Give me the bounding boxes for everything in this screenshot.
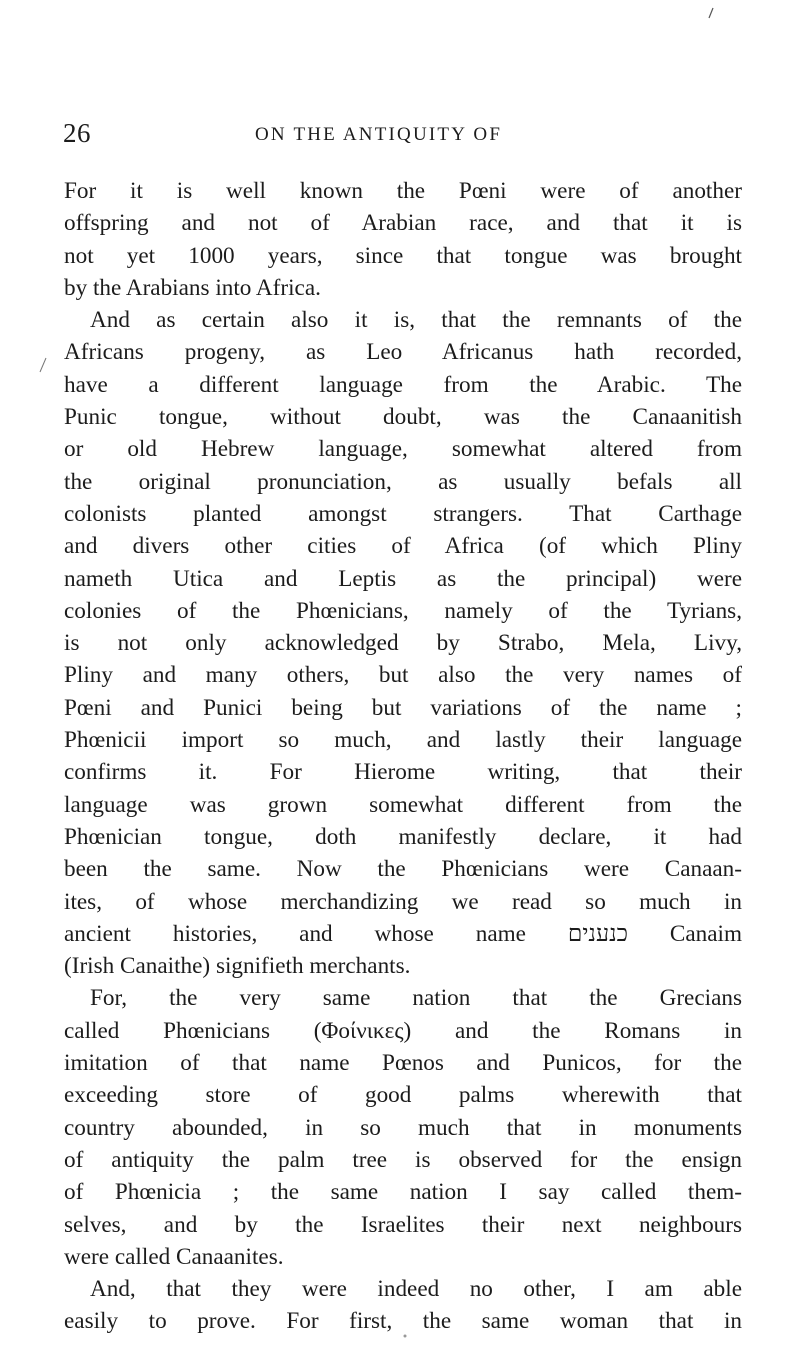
text-line: selves, and by the Israelites their next neighbours (64, 1211, 742, 1238)
scan-mark (40, 358, 46, 372)
text-line: the original pronunciation, as usually befals all (64, 468, 742, 495)
text-line: were called Canaanites. (64, 1243, 284, 1270)
text-line: And, that they were indeed no other, I am able (90, 1276, 742, 1303)
text-line: language was grown somewhat different from the (64, 791, 742, 818)
text-line: called Phœnicians (Φοίνικες) and the Romans in (64, 1017, 742, 1044)
text-line: not yet 1000 years, since that tongue was brought (64, 242, 742, 269)
text-line: colonies of the Phœnicians, namely of the Tyrians, (64, 597, 742, 624)
text-line: Phœnician tongue, doth manifestly declare, it had (64, 823, 742, 850)
text-line: confirms it. For Hierome writing, that their (64, 759, 742, 786)
text-line: For, the very same nation that the Grecians (90, 985, 742, 1012)
page-header (0, 118, 800, 158)
text-line: Pœni and Punici being but variations of the name ; (64, 694, 742, 721)
text-line: of antiquity the palm tree is observed for the ensign (64, 1146, 742, 1173)
text-line: have a different language from the Arabic. The (64, 371, 742, 398)
text-line: Pliny and many others, but also the very names of (64, 662, 742, 689)
text-line: imitation of that name Pœnos and Punicos, for the (64, 1050, 742, 1077)
text-line: offspring and not of Arabian race, and that it is (64, 210, 742, 237)
scan-mark (709, 8, 713, 18)
text-line: Africans progeny, as Leo Africanus hath recorded, (64, 339, 742, 366)
text-line: by the Arabians into Africa. (64, 274, 321, 301)
text-line: been the same. Now the Phœnicians were Canaan- (64, 856, 742, 883)
text-line: easily to prove. For first, the same woman that in (64, 1308, 742, 1335)
text-line: and divers other cities of Africa (of which Pliny (64, 533, 742, 560)
page-number: 26 (63, 118, 91, 148)
text-line: Phœnicii import so much, and lastly their language (64, 727, 742, 754)
text-line: colonists planted amongst strangers. That Carthage (64, 500, 742, 527)
text-line: (Irish Canaithe) signifieth merchants. (64, 953, 411, 980)
text-line: is not only acknowledged by Strabo, Mela, Livy, (64, 630, 742, 657)
text-line: Punic tongue, without doubt, was the Canaanitish (64, 404, 742, 431)
running-head: ON THE ANTIQUITY OF (255, 124, 503, 145)
text-line: For it is well known the Pœni were of another (64, 178, 742, 204)
body-text (64, 175, 742, 1338)
text-line: ancient histories, and whose name כנענים Canaim (64, 920, 742, 947)
text-line: of Phœnicia ; the same nation I say called them- (64, 1179, 742, 1206)
text-line: And as certain also it is, that the remnants of the (90, 307, 742, 334)
text-line: ites, of whose merchandizing we read so much in (64, 888, 742, 915)
text-line: or old Hebrew language, somewhat altered from (64, 436, 742, 463)
text-line: country abounded, in so much that in monuments (64, 1114, 742, 1141)
text-line: nameth Utica and Leptis as the principal) were (64, 565, 742, 592)
text-line: exceeding store of good palms wherewith that (64, 1082, 742, 1109)
